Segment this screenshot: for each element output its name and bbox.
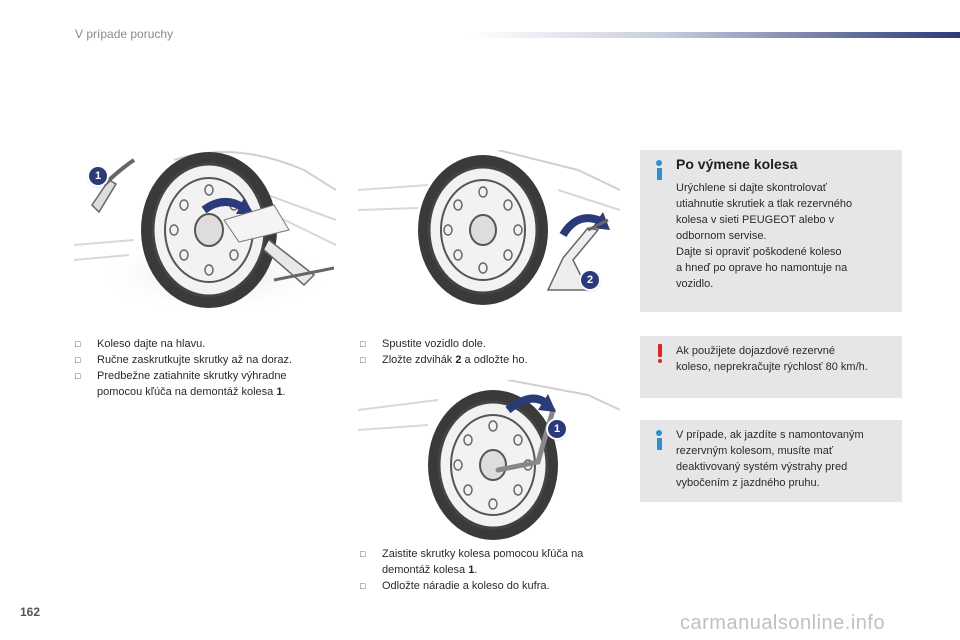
info-box-title: Po výmene kolesa xyxy=(676,156,798,172)
steps-middle-bottom xyxy=(360,546,622,594)
step-item: □ Koleso dajte na hlavu. xyxy=(75,338,206,350)
step-item: □ Zaistite skrutky kolesa pomocou kľúča na demontáž kolesa 1. xyxy=(360,548,584,576)
info-icon xyxy=(654,430,664,450)
step-item: □ Zložte zdvihák 2 a odložte ho. xyxy=(360,354,528,366)
figure-badge-1-secure: 1 xyxy=(548,420,566,438)
header-bar xyxy=(470,32,960,38)
note-box-body: V prípade, ak jazdíte s namontovaným rezervným kolesom, musíte mať deaktivovaný systém výstrahy pred vybočením z jazdného pruhu. xyxy=(676,429,864,489)
watermark-text: carmanualsonline.info xyxy=(680,612,886,634)
info-icon xyxy=(654,160,664,180)
illustration-tighten-by-hand xyxy=(74,150,336,320)
info-box-lane-warning xyxy=(640,420,902,502)
figure-badge-2: 2 xyxy=(581,271,599,289)
info-box-body: Urýchlene si dajte skontrolovať utiahnutie skrutiek a tlak rezervného kolesa v sieti PEUGEOT alebo v odbornom servise. Dajte si opraviť poškodené koleso a hneď po oprave ho namontuje na vozidlo. xyxy=(676,182,853,290)
illustration-secure-bolts xyxy=(358,380,620,540)
step-item: □ Predbežne zatiahnite skrutky výhradne pomocou kľúča na demontáž kolesa 1. xyxy=(75,370,287,398)
warning-box-body: Ak použijete dojazdové rezervné koleso, neprekračujte rýchlosť 80 km/h. xyxy=(676,345,868,373)
info-box-after-wheel-change xyxy=(640,150,902,312)
step-item: □ Ručne zaskrutkujte skrutky až na doraz. xyxy=(75,354,293,366)
page-number: 162 xyxy=(20,605,41,619)
section-title: V prípade poruchy xyxy=(75,27,174,41)
steps-left xyxy=(75,336,325,400)
step-item: □ Odložte náradie a koleso do kufra. xyxy=(360,580,550,592)
illustration-lower-vehicle xyxy=(358,150,620,310)
warning-icon xyxy=(656,344,664,363)
figure-badge-1: 1 xyxy=(89,167,107,185)
steps-middle-top xyxy=(360,336,620,368)
step-item: □ Spustite vozidlo dole. xyxy=(360,338,486,350)
warning-box-speed-limit xyxy=(640,336,902,398)
